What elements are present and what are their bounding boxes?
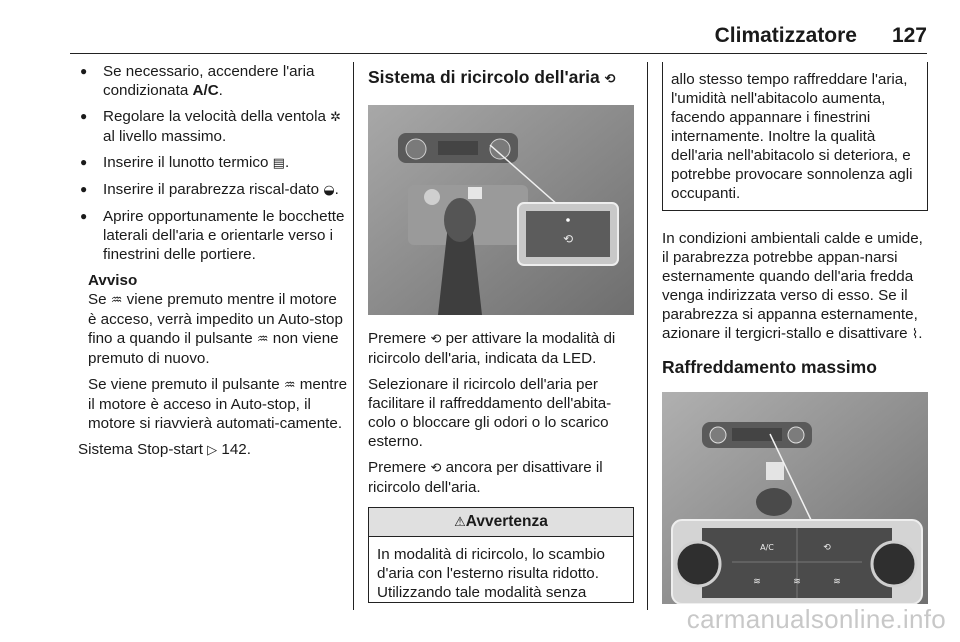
note-block <box>78 271 348 433</box>
paragraph: Premere ⟲ per attivare la modalità di ricircolo dell'aria, indicata da LED. <box>368 330 616 367</box>
recirculation-icon: ⟲ <box>604 72 616 87</box>
windscreen-air-icon: ⌇ <box>911 327 919 342</box>
panel-photo <box>662 392 928 604</box>
list-item: ● Se necessario, accendere l'aria condizionata A/C. <box>78 62 348 100</box>
column-1 <box>78 62 348 467</box>
paragraph: Premere ⟲ ancora per disattivare il ricircolo dell'aria. <box>368 459 603 496</box>
column-divider <box>647 62 648 610</box>
max-defrost-icon: ♒ <box>110 293 123 308</box>
column-2 <box>368 62 634 603</box>
cross-reference[interactable]: Sistema Stop-start ▷ 142. <box>78 441 251 458</box>
column-3 <box>662 62 928 604</box>
console-illustration <box>368 105 634 315</box>
console-photo <box>368 105 634 315</box>
list-item: ● Inserire il lunotto termico ▤. <box>78 153 348 173</box>
paragraph: Selezionare il ricircolo dell'aria per facilitare il raffreddamento dell'abita-colo o bloccare gli odori o lo scarico esterno. <box>368 376 612 450</box>
warning-continuation: allo stesso tempo raffreddare l'aria, l'umidità nell'abitacolo aumenta, facendo appannare i finestrini internamente. Inoltre la qualità dell'aria nell'abitacolo si deteriora, e potrebbe provocare sonnolenza agli occupanti. <box>662 62 928 211</box>
list-item: ● Regolare la velocità della ventola ✲ al livello massimo. <box>78 107 348 146</box>
page-number: 127 <box>891 24 927 47</box>
watermark: carmanualsonline.info <box>686 604 946 634</box>
windscreen-heat-icon: ◒ <box>323 183 335 198</box>
svg-text:≋: ≋ <box>833 577 841 587</box>
fan-icon: ✲ <box>330 110 342 125</box>
svg-text:≋: ≋ <box>753 577 761 587</box>
section-heading: Sistema di ricircolo dell'aria ⟲ <box>368 67 616 87</box>
svg-text:⟲: ⟲ <box>823 543 831 553</box>
max-defrost-icon: ♒ <box>283 378 296 393</box>
list-item: ● Aprire opportunamente le bocchette laterali dell'aria e orientarle verso i finestrini delle portiere. <box>78 207 348 264</box>
note-paragraph: Se viene premuto il pulsante ♒ mentre il motore è acceso in Auto-stop, il motore si riavvierà automati-camente. <box>88 376 348 432</box>
page-title: Climatizzatore <box>714 24 857 47</box>
paragraph: In condizioni ambientali calde e umide, il parabrezza potrebbe appan-narsi esternamente quando dell'aria fredda venga indirizzata verso di esso. Se il parabrezza si appanna esternamente, azionare il tergicri-stallo e disattivare ⌇. <box>662 230 923 342</box>
page-header <box>70 26 927 54</box>
section-heading: Raffreddamento massimo <box>662 357 877 377</box>
arrow-right-icon: ▷ <box>207 443 218 458</box>
recirculation-icon: ⟲ <box>430 332 442 347</box>
column-divider <box>353 62 354 610</box>
warning-box <box>368 507 634 603</box>
svg-text:⟲: ⟲ <box>562 232 574 246</box>
max-defrost-icon: ♒ <box>256 332 269 347</box>
rear-defrost-icon: ▤ <box>272 156 285 171</box>
ac-label: A/C <box>192 82 219 99</box>
list-item: ● Inserire il parabrezza riscal-dato ◒. <box>78 180 348 200</box>
warning-title: ⚠Avvertenza <box>369 508 633 537</box>
panel-illustration <box>662 392 928 604</box>
warning-icon: ⚠ <box>454 515 466 530</box>
note-paragraph: Se ♒ viene premuto mentre il motore è acceso, verrà impedito un Auto-stop fino a quando il pulsante ♒ non viene premuto di nuovo. <box>88 291 343 367</box>
note-title: Avviso <box>88 272 138 289</box>
warning-body: In modalità di ricircolo, lo scambio d'aria con l'esterno risulta ridotto. Utilizzando tale modalità senza <box>377 546 605 601</box>
svg-text:≋: ≋ <box>793 577 801 587</box>
recirculation-icon: ⟲ <box>430 461 442 476</box>
ac-label: A/C <box>760 543 774 552</box>
